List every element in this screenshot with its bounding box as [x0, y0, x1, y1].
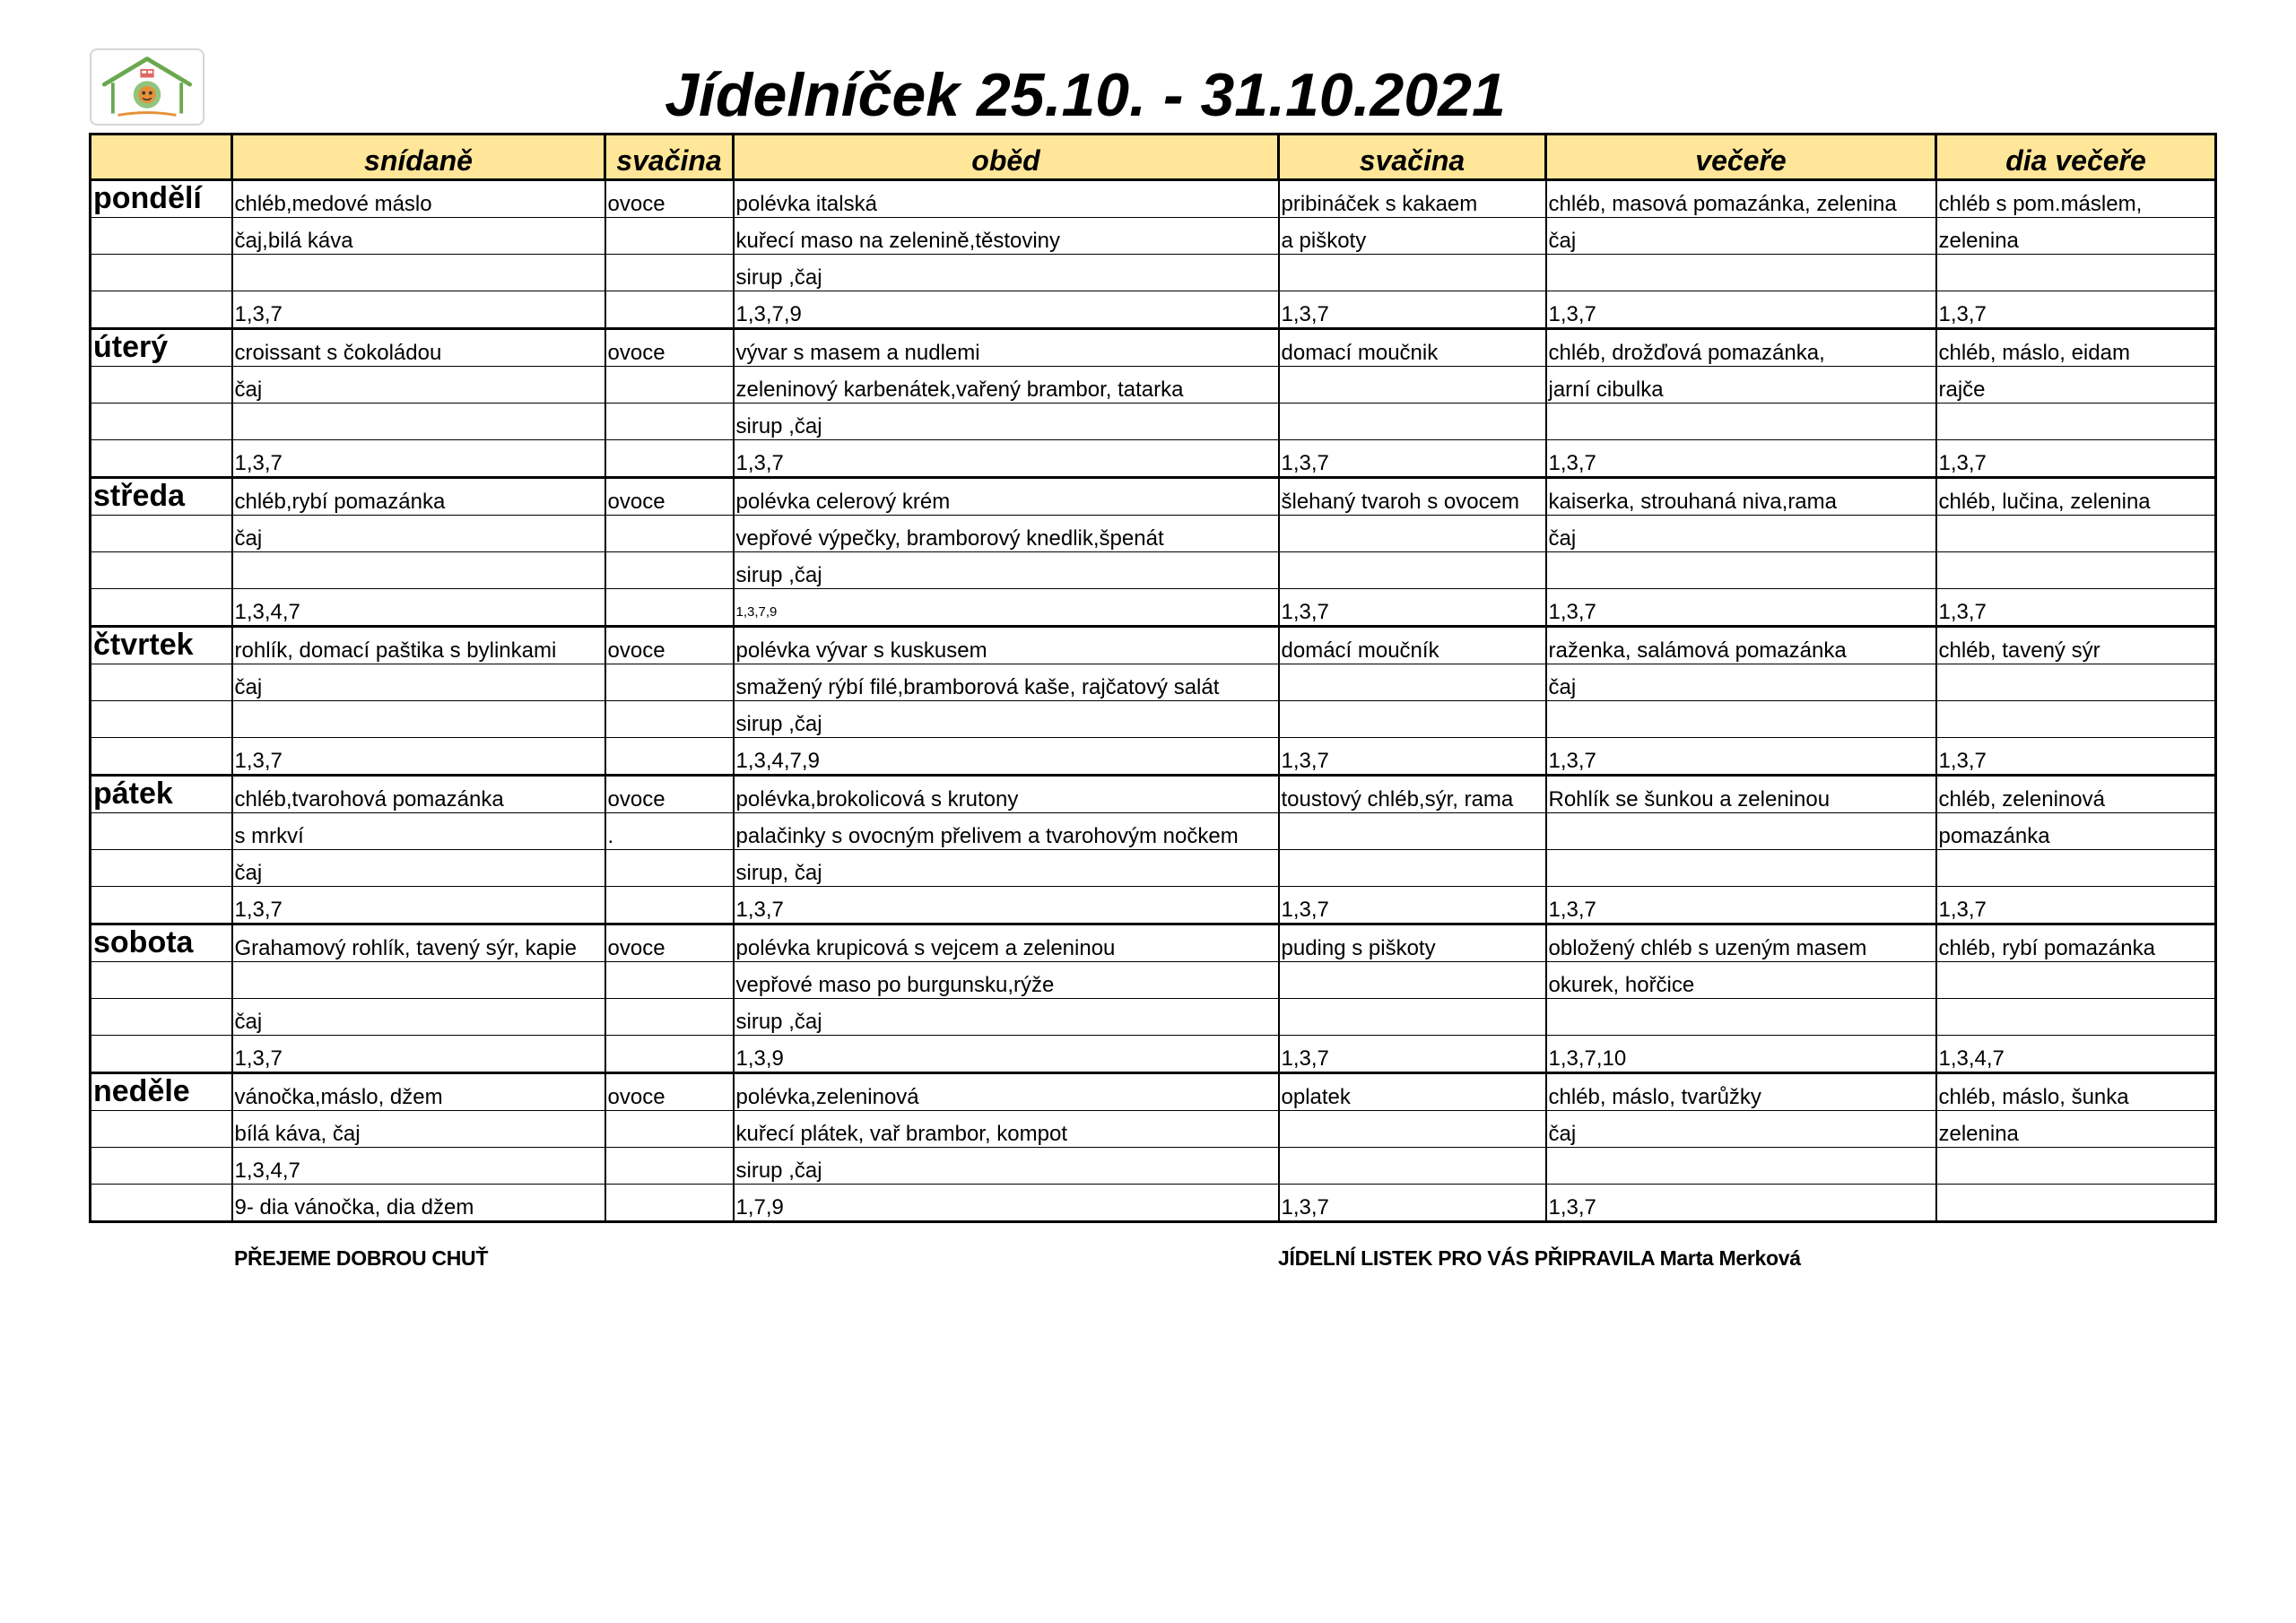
- cell-dia-dinner: [1936, 1185, 2216, 1222]
- cell-lunch: 1,3,7: [734, 887, 1279, 924]
- cell-dia-dinner: 1,3,7: [1936, 887, 2216, 924]
- cell-breakfast: Grahamový rohlík, tavený sýr, kapie: [232, 924, 605, 962]
- cell-snack-morning: .: [605, 813, 734, 850]
- cell-snack-morning: [605, 218, 734, 255]
- cell-breakfast: čaj: [232, 516, 605, 552]
- day-cell: [91, 887, 232, 924]
- cell-breakfast: chléb,tvarohová pomazánka: [232, 776, 605, 813]
- header-breakfast: snídaně: [232, 135, 605, 180]
- day-name: čtvrtek: [91, 627, 232, 664]
- cell-breakfast: 9- dia vánočka, dia džem: [232, 1185, 605, 1222]
- table-row: [91, 367, 2216, 404]
- cell-snack-morning: ovoce: [605, 1073, 734, 1111]
- cell-dinner: jarní cibulka: [1546, 367, 1936, 404]
- cell-snack-afternoon: pribináček s kakaem: [1279, 180, 1546, 218]
- cell-snack-afternoon: 1,3,7: [1279, 887, 1546, 924]
- table-row: [91, 738, 2216, 776]
- day-cell: [91, 664, 232, 701]
- cell-lunch: sirup ,čaj: [734, 999, 1279, 1036]
- day-cell: [91, 589, 232, 627]
- cell-lunch: vývar s masem a nudlemi: [734, 329, 1279, 367]
- day-name: neděle: [91, 1073, 232, 1111]
- table-row: [91, 552, 2216, 589]
- cell-snack-morning: [605, 367, 734, 404]
- cell-snack-morning: [605, 1111, 734, 1148]
- table-row: [91, 627, 2216, 664]
- cell-snack-afternoon: 1,3,7: [1279, 1036, 1546, 1073]
- cell-lunch: sirup ,čaj: [734, 404, 1279, 440]
- cell-breakfast: croissant s čokoládou: [232, 329, 605, 367]
- cell-snack-morning: ovoce: [605, 627, 734, 664]
- cell-lunch: 1,3,7: [734, 440, 1279, 478]
- cell-lunch: polévka celerový krém: [734, 478, 1279, 516]
- cell-snack-afternoon: [1279, 367, 1546, 404]
- cell-dinner: čaj: [1546, 516, 1936, 552]
- day-cell: [91, 552, 232, 589]
- cell-snack-morning: [605, 589, 734, 627]
- cell-dia-dinner: chléb, máslo, šunka: [1936, 1073, 2216, 1111]
- cell-snack-morning: ovoce: [605, 478, 734, 516]
- cell-snack-afternoon: 1,3,7: [1279, 738, 1546, 776]
- day-cell: [91, 516, 232, 552]
- cell-dinner: 1,3,7: [1546, 291, 1936, 329]
- cell-dia-dinner: chléb, zeleninová: [1936, 776, 2216, 813]
- cell-breakfast: čaj: [232, 999, 605, 1036]
- cell-breakfast: čaj,bilá káva: [232, 218, 605, 255]
- cell-breakfast: čaj: [232, 367, 605, 404]
- cell-snack-morning: [605, 664, 734, 701]
- cell-lunch: kuřecí maso na zelenině,těstoviny: [734, 218, 1279, 255]
- cell-snack-morning: ovoce: [605, 924, 734, 962]
- cell-dia-dinner: zelenina: [1936, 218, 2216, 255]
- cell-snack-morning: [605, 552, 734, 589]
- day-name: pondělí: [91, 180, 232, 218]
- cell-snack-afternoon: 1,3,7: [1279, 440, 1546, 478]
- table-row: [91, 1148, 2216, 1185]
- cell-snack-afternoon: domací moučnik: [1279, 329, 1546, 367]
- cell-breakfast: [232, 404, 605, 440]
- table-row: [91, 404, 2216, 440]
- table-row: [91, 701, 2216, 738]
- cell-snack-morning: [605, 850, 734, 887]
- header-dinner: večeře: [1546, 135, 1936, 180]
- table-row: [91, 218, 2216, 255]
- cell-dia-dinner: [1936, 516, 2216, 552]
- cell-dinner: [1546, 813, 1936, 850]
- page-title: Jídelníček 25.10. - 31.10.2021: [665, 61, 1506, 129]
- cell-lunch: 1,3,9: [734, 1036, 1279, 1073]
- day-cell: [91, 1111, 232, 1148]
- cell-dinner: [1546, 850, 1936, 887]
- cell-dinner: chléb, máslo, tvarůžky: [1546, 1073, 1936, 1111]
- cell-dinner: obložený chléb s uzeným masem: [1546, 924, 1936, 962]
- table-row: [91, 999, 2216, 1036]
- cell-snack-afternoon: [1279, 850, 1546, 887]
- cell-dinner: Rohlík se šunkou a zeleninou: [1546, 776, 1936, 813]
- cell-snack-morning: [605, 291, 734, 329]
- cell-lunch: 1,3,7,9: [734, 589, 1279, 627]
- cell-lunch: zeleninový karbenátek,vařený brambor, tatarka: [734, 367, 1279, 404]
- cell-dinner: 1,3,7: [1546, 440, 1936, 478]
- table-row: [91, 329, 2216, 367]
- cell-breakfast: [232, 552, 605, 589]
- cell-breakfast: 1,3,7: [232, 887, 605, 924]
- table-row: [91, 255, 2216, 291]
- day-cell: [91, 291, 232, 329]
- cell-breakfast: čaj: [232, 664, 605, 701]
- cell-dia-dinner: chléb, lučina, zelenina: [1936, 478, 2216, 516]
- cell-snack-morning: [605, 440, 734, 478]
- cell-dia-dinner: [1936, 999, 2216, 1036]
- cell-snack-afternoon: [1279, 1111, 1546, 1148]
- cell-dia-dinner: pomazánka: [1936, 813, 2216, 850]
- cell-breakfast: 1,3,4,7: [232, 589, 605, 627]
- cell-lunch: palačinky s ovocným přelivem a tvarohovým nočkem: [734, 813, 1279, 850]
- cell-dia-dinner: [1936, 850, 2216, 887]
- cell-dia-dinner: [1936, 962, 2216, 999]
- cell-lunch: 1,7,9: [734, 1185, 1279, 1222]
- cell-lunch: polévka vývar s kuskusem: [734, 627, 1279, 664]
- cell-snack-afternoon: puding s piškoty: [1279, 924, 1546, 962]
- cell-dia-dinner: [1936, 664, 2216, 701]
- cell-dinner: [1546, 1148, 1936, 1185]
- cell-lunch: sirup ,čaj: [734, 1148, 1279, 1185]
- cell-snack-morning: ovoce: [605, 329, 734, 367]
- table-row: [91, 440, 2216, 478]
- cell-dia-dinner: rajče: [1936, 367, 2216, 404]
- cell-snack-afternoon: [1279, 813, 1546, 850]
- cell-dinner: raženka, salámová pomazánka: [1546, 627, 1936, 664]
- cell-breakfast: 1,3,7: [232, 440, 605, 478]
- table-row: [91, 924, 2216, 962]
- day-cell: [91, 1185, 232, 1222]
- cell-breakfast: 1,3,7: [232, 738, 605, 776]
- cell-snack-morning: ovoce: [605, 776, 734, 813]
- cell-dinner: čaj: [1546, 1111, 1936, 1148]
- cell-breakfast: chléb,rybí pomazánka: [232, 478, 605, 516]
- cell-lunch: vepřové maso po burgunsku,rýže: [734, 962, 1279, 999]
- cell-dinner: čaj: [1546, 218, 1936, 255]
- day-cell: [91, 701, 232, 738]
- cell-lunch: 1,3,7,9: [734, 291, 1279, 329]
- cell-dinner: [1546, 701, 1936, 738]
- cell-dia-dinner: [1936, 404, 2216, 440]
- cell-dinner: 1,3,7: [1546, 589, 1936, 627]
- cell-snack-morning: [605, 516, 734, 552]
- cell-lunch: 1,3,4,7,9: [734, 738, 1279, 776]
- table-row: [91, 291, 2216, 329]
- cell-dinner: [1546, 999, 1936, 1036]
- table-row: [91, 962, 2216, 999]
- cell-snack-afternoon: [1279, 404, 1546, 440]
- cell-lunch: polévka,brokolicová s krutony: [734, 776, 1279, 813]
- cell-lunch: polévka,zeleninová: [734, 1073, 1279, 1111]
- cell-breakfast: čaj: [232, 850, 605, 887]
- cell-dia-dinner: zelenina: [1936, 1111, 2216, 1148]
- cell-snack-morning: [605, 738, 734, 776]
- table-row: [91, 664, 2216, 701]
- cell-snack-afternoon: 1,3,7: [1279, 1185, 1546, 1222]
- cell-snack-afternoon: a piškoty: [1279, 218, 1546, 255]
- cell-snack-morning: [605, 404, 734, 440]
- cell-dia-dinner: chléb, tavený sýr: [1936, 627, 2216, 664]
- cell-dia-dinner: 1,3,7: [1936, 589, 2216, 627]
- cell-breakfast: vánočka,máslo, džem: [232, 1073, 605, 1111]
- cell-snack-afternoon: 1,3,7: [1279, 589, 1546, 627]
- day-name: úterý: [91, 329, 232, 367]
- cell-dia-dinner: [1936, 552, 2216, 589]
- table-row: [91, 887, 2216, 924]
- cell-dia-dinner: 1,3,7: [1936, 440, 2216, 478]
- table-row: [91, 776, 2216, 813]
- cell-dinner: [1546, 255, 1936, 291]
- cell-snack-afternoon: toustový chléb,sýr, rama: [1279, 776, 1546, 813]
- day-cell: [91, 218, 232, 255]
- cell-breakfast: 1,3,7: [232, 291, 605, 329]
- day-cell: [91, 367, 232, 404]
- cell-snack-morning: [605, 962, 734, 999]
- cell-dinner: chléb, drožďová pomazánka,: [1546, 329, 1936, 367]
- cell-snack-afternoon: [1279, 1148, 1546, 1185]
- cell-snack-afternoon: [1279, 999, 1546, 1036]
- day-name: středa: [91, 478, 232, 516]
- day-cell: [91, 999, 232, 1036]
- day-name: sobota: [91, 924, 232, 962]
- table-row: [91, 478, 2216, 516]
- cell-snack-morning: [605, 1185, 734, 1222]
- day-name: pátek: [91, 776, 232, 813]
- cell-dia-dinner: chléb, máslo, eidam: [1936, 329, 2216, 367]
- cell-dinner: čaj: [1546, 664, 1936, 701]
- day-cell: [91, 255, 232, 291]
- cell-dinner: okurek, hořčice: [1546, 962, 1936, 999]
- cell-dia-dinner: 1,3,7: [1936, 291, 2216, 329]
- cell-dinner: [1546, 552, 1936, 589]
- cell-breakfast: [232, 962, 605, 999]
- cell-lunch: polévka krupicová s vejcem a zeleninou: [734, 924, 1279, 962]
- cell-dia-dinner: 1,3,7: [1936, 738, 2216, 776]
- cell-lunch: sirup ,čaj: [734, 701, 1279, 738]
- day-cell: [91, 404, 232, 440]
- header-snack-morning: svačina: [605, 135, 734, 180]
- cell-snack-morning: ovoce: [605, 180, 734, 218]
- cell-breakfast: 1,3,4,7: [232, 1148, 605, 1185]
- cell-dinner: 1,3,7: [1546, 738, 1936, 776]
- header-row: [91, 135, 2216, 180]
- table-row: [91, 1111, 2216, 1148]
- cell-breakfast: [232, 701, 605, 738]
- day-cell: [91, 440, 232, 478]
- cell-snack-morning: [605, 701, 734, 738]
- table-row: [91, 1036, 2216, 1073]
- header-lunch: oběd: [734, 135, 1279, 180]
- cell-snack-morning: [605, 999, 734, 1036]
- day-cell: [91, 962, 232, 999]
- cell-breakfast: bílá káva, čaj: [232, 1111, 605, 1148]
- cell-lunch: polévka italská: [734, 180, 1279, 218]
- day-cell: [91, 850, 232, 887]
- table-row: [91, 516, 2216, 552]
- cell-dia-dinner: [1936, 255, 2216, 291]
- day-cell: [91, 1148, 232, 1185]
- day-cell: [91, 1036, 232, 1073]
- cell-lunch: sirup, čaj: [734, 850, 1279, 887]
- cell-snack-afternoon: domácí moučník: [1279, 627, 1546, 664]
- menu-body: [91, 180, 2216, 1222]
- cell-snack-morning: [605, 1148, 734, 1185]
- cell-dinner: [1546, 404, 1936, 440]
- cell-dinner: 1,3,7: [1546, 1185, 1936, 1222]
- cell-dia-dinner: chléb, rybí pomazánka: [1936, 924, 2216, 962]
- cell-snack-afternoon: [1279, 552, 1546, 589]
- table-row: [91, 589, 2216, 627]
- cell-snack-morning: [605, 255, 734, 291]
- cell-snack-afternoon: [1279, 664, 1546, 701]
- cell-lunch: kuřecí plátek, vař brambor, kompot: [734, 1111, 1279, 1148]
- cell-lunch: sirup ,čaj: [734, 255, 1279, 291]
- day-cell: [91, 813, 232, 850]
- cell-snack-afternoon: [1279, 516, 1546, 552]
- header-snack-afternoon: svačina: [1279, 135, 1546, 180]
- cell-breakfast: chléb,medové máslo: [232, 180, 605, 218]
- cell-lunch: sirup ,čaj: [734, 552, 1279, 589]
- cell-breakfast: s mrkví: [232, 813, 605, 850]
- footer-greeting: PŘEJEME DOBROU CHUŤ: [234, 1246, 489, 1270]
- footer-author: JÍDELNÍ LISTEK PRO VÁS PŘIPRAVILA Marta Merková: [1278, 1246, 1801, 1270]
- table-row: [91, 180, 2216, 218]
- cell-dia-dinner: chléb s pom.máslem,: [1936, 180, 2216, 218]
- cell-snack-afternoon: oplatek: [1279, 1073, 1546, 1111]
- cell-snack-morning: [605, 1036, 734, 1073]
- header-dia-dinner: dia večeře: [1936, 135, 2216, 180]
- cell-dia-dinner: 1,3,4,7: [1936, 1036, 2216, 1073]
- table-row: [91, 850, 2216, 887]
- cell-dinner: kaiserka, strouhaná niva,rama: [1546, 478, 1936, 516]
- cell-lunch: vepřové výpečky, bramborový knedlik,špenát: [734, 516, 1279, 552]
- cell-snack-afternoon: [1279, 962, 1546, 999]
- header-day: [91, 135, 232, 180]
- cell-dinner: 1,3,7: [1546, 887, 1936, 924]
- cell-snack-afternoon: 1,3,7: [1279, 291, 1546, 329]
- cell-snack-afternoon: [1279, 255, 1546, 291]
- cell-dia-dinner: [1936, 701, 2216, 738]
- cell-snack-afternoon: [1279, 701, 1546, 738]
- cell-lunch: smažený rýbí filé,bramborová kaše, rajčatový salát: [734, 664, 1279, 701]
- day-cell: [91, 738, 232, 776]
- cell-dia-dinner: [1936, 1148, 2216, 1185]
- table-row: [91, 813, 2216, 850]
- cell-breakfast: 1,3,7: [232, 1036, 605, 1073]
- cell-dinner: 1,3,7,10: [1546, 1036, 1936, 1073]
- cell-breakfast: [232, 255, 605, 291]
- menu-table: [89, 133, 2217, 1223]
- cell-snack-morning: [605, 887, 734, 924]
- cell-dinner: chléb, masová pomazánka, zelenina: [1546, 180, 1936, 218]
- table-row: [91, 1185, 2216, 1222]
- table-row: [91, 1073, 2216, 1111]
- cell-breakfast: rohlík, domací paštika s bylinkami: [232, 627, 605, 664]
- cell-snack-afternoon: šlehaný tvaroh s ovocem: [1279, 478, 1546, 516]
